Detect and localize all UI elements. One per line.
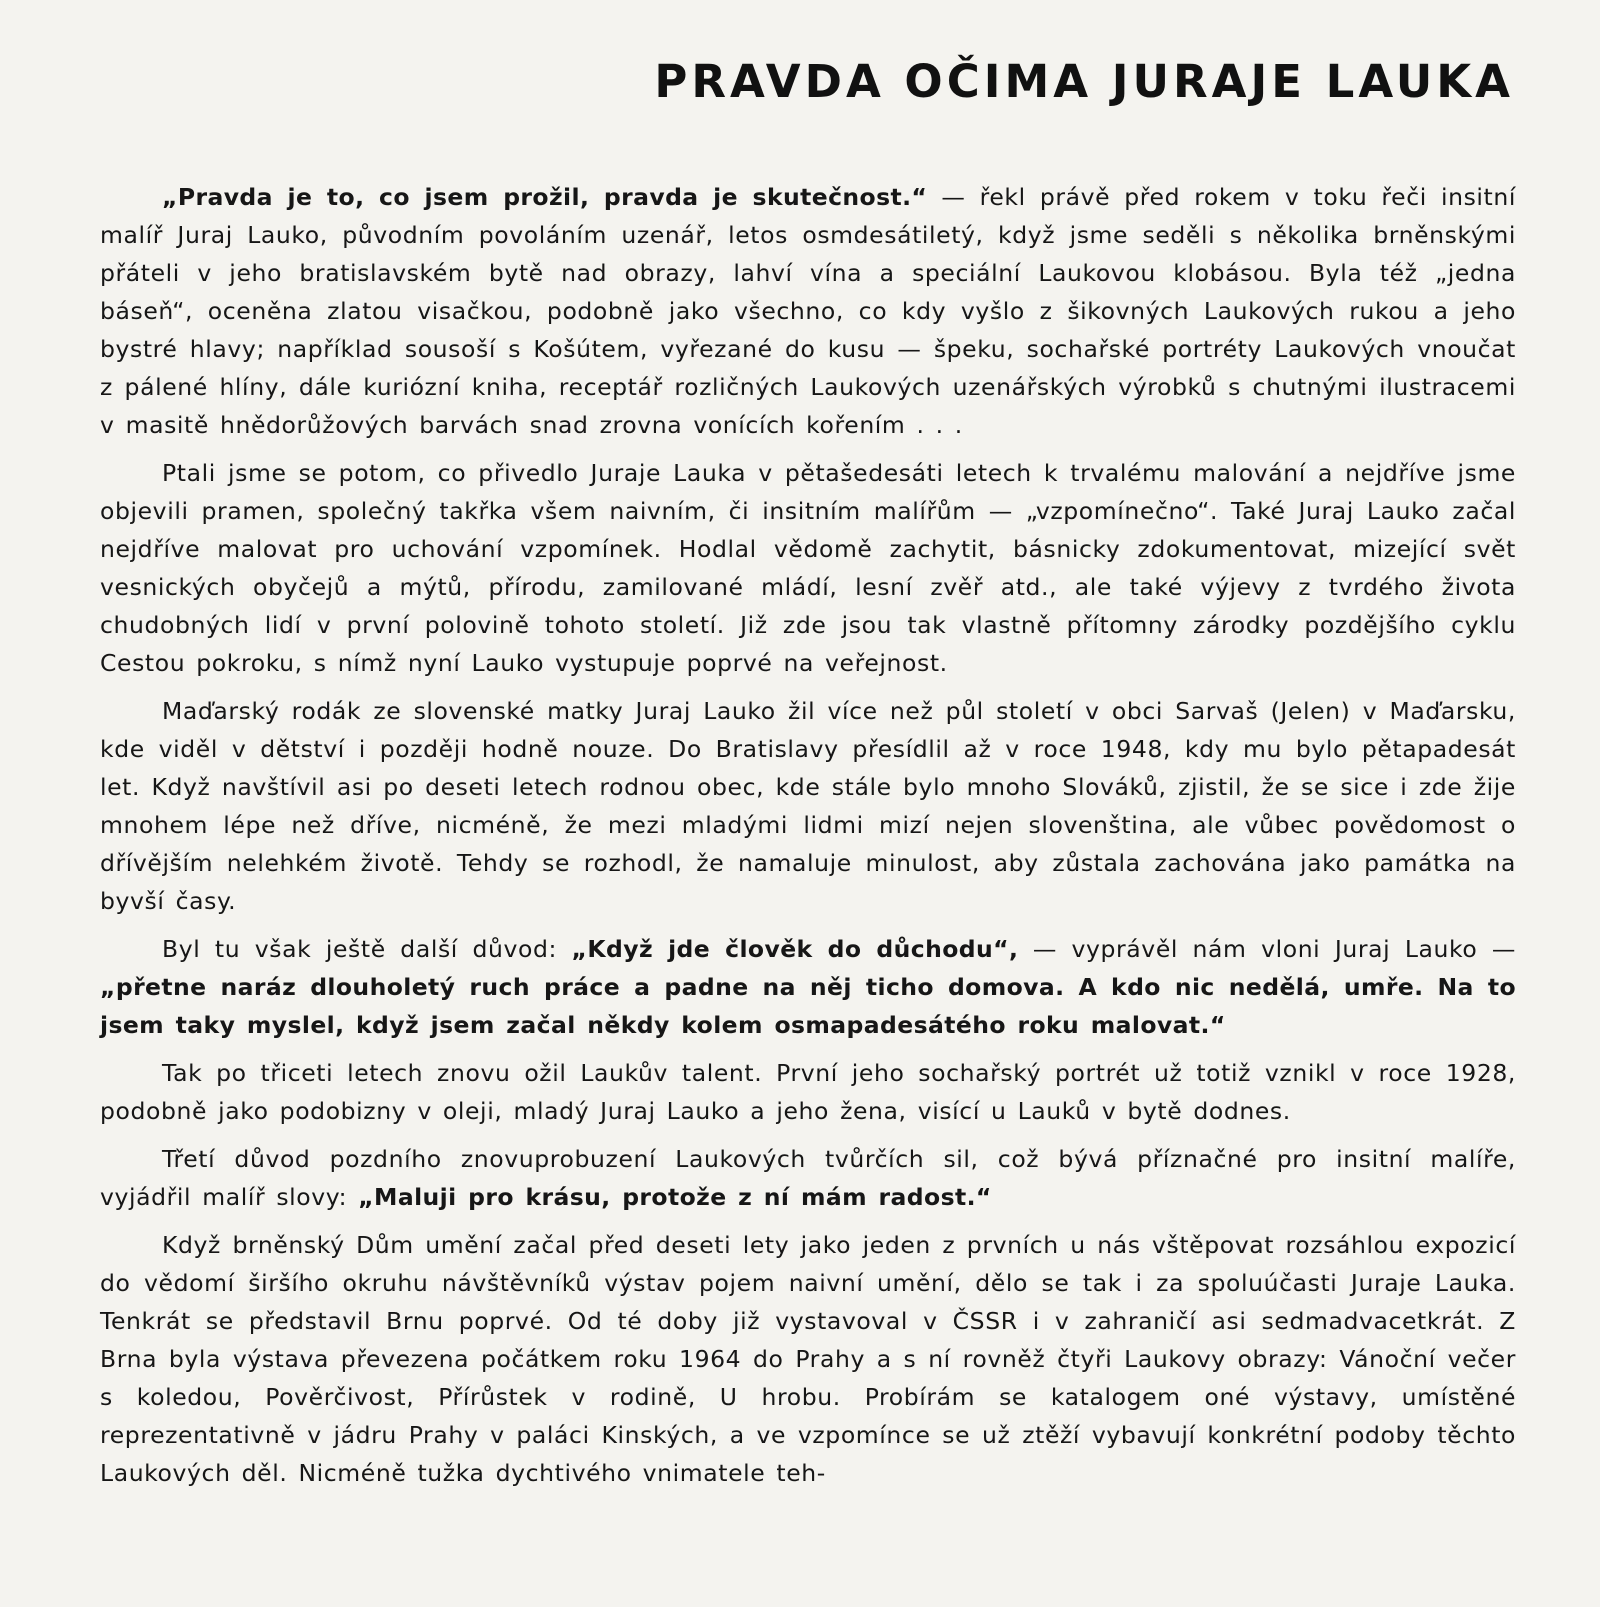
paragraph-7 — [100, 1226, 1516, 1492]
opening-quote: „Pravda je to, co jsem prožil, pravda je skutečnost.“ — [162, 183, 928, 211]
article-body — [100, 178, 1516, 1502]
beauty-quote: „Maluji pro krásu, protože z ní mám radost.“ — [358, 1183, 992, 1211]
page-title: PRAVDA OČIMA JURAJE LAUKA — [654, 55, 1514, 108]
paragraph-4 — [100, 930, 1516, 1044]
paragraph-1 — [100, 178, 1516, 444]
silence-quote: „přetne naráz dlouholetý ruch práce a padne na něj ticho domova. A kdo nic nedělá, umře. Na to jsem taky myslel, když jsem začal někdy kolem osmapadesátého roku malovat.“ — [100, 973, 1516, 1039]
paragraph-6-text: Třetí důvod pozdního znovuprobuzení Laukových tvůrčích sil, což bývá příznačné pro insitní malíře, vyjádřil malíř slovy: — [100, 1145, 1516, 1211]
paragraph-2 — [100, 454, 1516, 682]
paragraph-4-text: Byl tu však ještě další důvod: — [162, 935, 572, 963]
retirement-quote: „Když jde člověk do důchodu“, — [571, 935, 1019, 963]
paragraph-4-text-2: — vyprávěl nám vloni Juraj Lauko — — [1018, 935, 1516, 963]
paragraph-3 — [100, 692, 1516, 920]
paragraph-5-text: Tak po třiceti letech znovu ožil Laukův talent. První jeho sochařský portrét už totiž vznikl v roce 1928, podobně jako podobizny v oleji, mladý Juraj Lauko a jeho žena, visící u Lauků v bytě dodnes. — [100, 1059, 1516, 1125]
paragraph-1-text: — řekl právě před rokem v toku řeči insitní malíř Juraj Lauko, původním povoláním uzenář, letos osmdesátiletý, když jsme seděli s několika brněnskými přáteli v jeho bratislavském bytě nad obrazy, lahví vína a speciální Laukovou klobásou. Byla též „jedna báseň“, oceněna zlatou visačkou, podobně jako všechno, co kdy vyšlo z šikovných Laukových rukou a jeho bystré hlavy; například sousoší s Košútem, vyřezané do kusu — špeku, sochařské portréty Laukových vnoučat z pálené hlíny, dále kuriózní kniha, receptář rozličných Laukových uzenářských výrobků s chutnými ilustracemi v masitě hnědorůžových barvách snad zrovna vonících kořením . . . — [100, 183, 1516, 439]
paragraph-6 — [100, 1140, 1516, 1216]
paragraph-2-text: Ptali jsme se potom, co přivedlo Juraje Lauka v pětašedesáti letech k trvalému malování a nejdříve jsme objevili pramen, společný takřka všem naivním, či insitním malířům — „vzpomínečno“. Také Juraj Lauko začal nejdříve malovat pro uchování vzpomínek. Hodlal vědomě zachytit, básnicky zdokumentovat, mizející svět vesnických obyčejů a mýtů, přírodu, zamilované mládí, lesní zvěř atd., ale také výjevy z tvrdého života chudobných lidí v první polovině tohoto století. Již zde jsou tak vlastně přítomny zárodky pozdějšího cyklu Cestou pokroku, s nímž nyní Lauko vystupuje poprvé na veřejnost. — [100, 459, 1516, 677]
paragraph-7-text: Když brněnský Dům umění začal před deseti lety jako jeden z prvních u nás vštěpovat rozsáhlou expozicí do vědomí širšího okruhu návštěvníků výstav pojem naivní umění, dělo se tak i za spoluúčasti Juraje Lauka. Tenkrát se představil Brnu poprvé. Od té doby již vystavoval v ČSSR i v zahraničí asi sedmadvacetkrát. Z Brna byla výstava převezena počátkem roku 1964 do Prahy a s ní rovněž čtyři Laukovy obrazy: Vánoční večer s koledou, Pověrčivost, Přírůstek v rodině, U hrobu. Probírám se katalogem oné výstavy, umístěné reprezentativně v jádru Prahy v paláci Kinských, a ve vzpomínce se už ztěží vybavují konkrétní podoby těchto Laukových děl. Nicméně tužka dychtivého vnimatele teh- — [100, 1231, 1516, 1487]
paragraph-3-text: Maďarský rodák ze slovenské matky Juraj Lauko žil více než půl století v obci Sarvaš (Jelen) v Maďarsku, kde viděl v dětství i později hodně nouze. Do Bratislavy přesídlil až v roce 1948, kdy mu bylo pětapadesát let. Když navštívil asi po deseti letech rodnou obec, kde stále bylo mnoho Slováků, zjistil, že se sice i zde žije mnohem lépe než dříve, nicméně, že mezi mladými lidmi mizí nejen slovenština, ale vůbec povědomost o dřívějším nelehkém životě. Tehdy se rozhodl, že namaluje minulost, aby zůstala zachována jako památka na byvší časy. — [100, 697, 1516, 915]
paragraph-5 — [100, 1054, 1516, 1130]
